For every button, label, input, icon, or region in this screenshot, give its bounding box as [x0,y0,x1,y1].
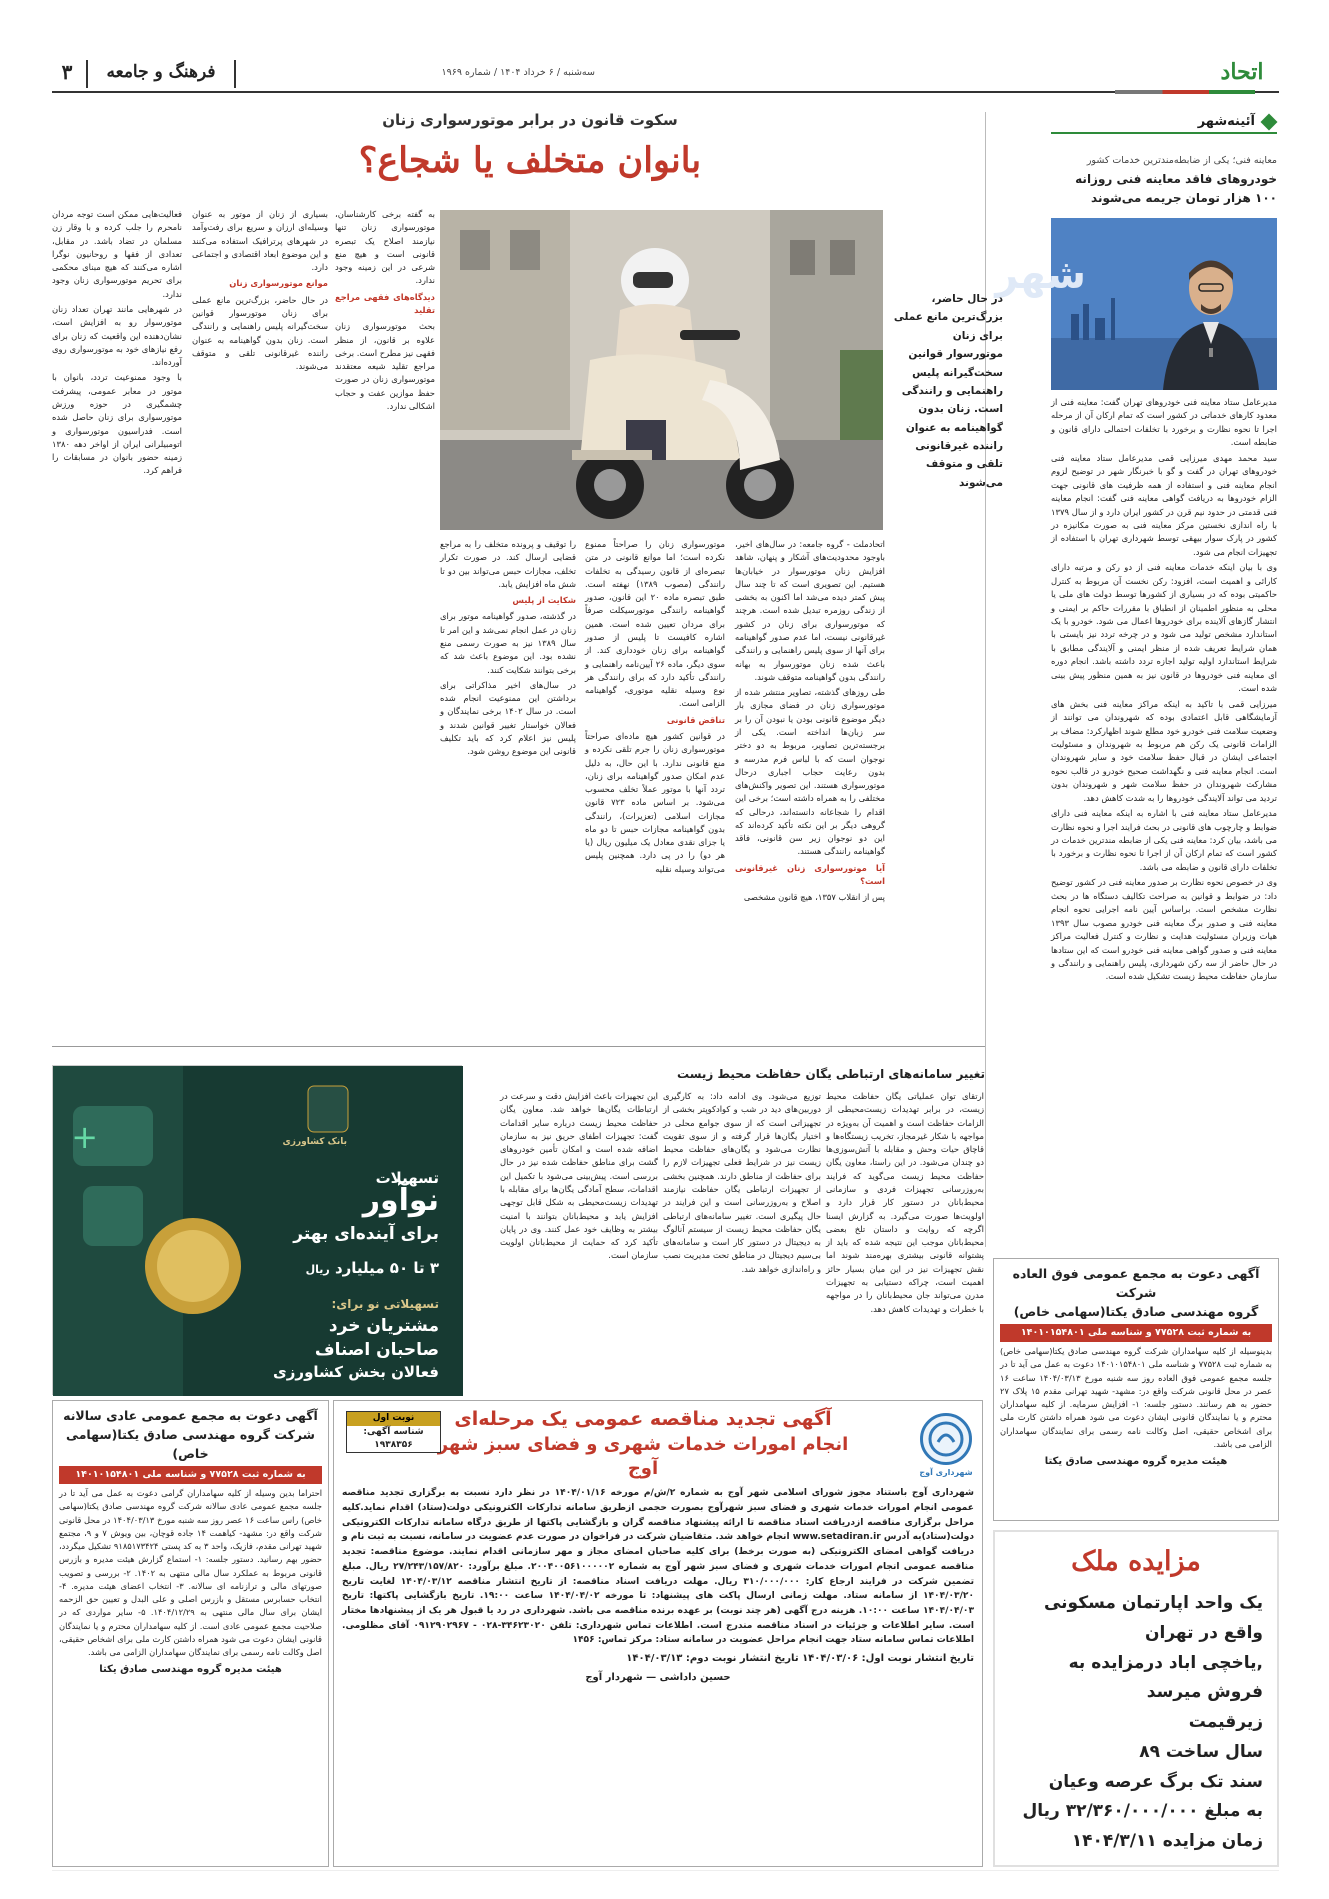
annual-signature: هیئت مدیره گروه مهندسی صادق یکتا [99,1664,282,1676]
notice-title-1: آگهی دعوت به مجمع عمومی فوق العاده شرکت [1012,1266,1260,1300]
seal-emblem [923,1416,969,1462]
tender-body: شهرداری آوج باستناد مجوز شورای اسلامی شهر آوج به شماره ۲/ش/م مورخه ۱۴۰۴/۰۱/۱۶ در نظر دارد نسبت به برگزاری تجدید مناقصه عمومی انجام امورات خدمات شهری و فضای سبز شهرآوج بصورت حجمی ازطریق سامانه تدارکات الکترونیکی دولت(ستاد) اقدام نماید.کلیه مراحل برگزاری مناقصه ازدریافت اسناد مناقصه تا ارائه پیشنهاد مناقصه گران و بازگشایی پاکتها از طریق درگاه سامانه تدارکات الکترونیکی دولت(ستاد)به آدرس www.setadiran.ir انجام خواهد شد. متقاضیان شرکت در فراخوان در صورت عدم عضویت در سامانه، نسبت به ثبت نام و دریافت گواهی امضای الکترونیکی (به صورت برخط) برای کلیه صاحبان امضای مجاز و مهر سازمانی اقدام نمایند. موضوع مناقصه: تجدید مناقصه عمومی انجام امورات خدمات شهری و فضای سبز شهر آوج به شماره ۲۰۰۴۰۰۵۶۱۰۰۰۰۰۲. مبلغ برآورد: ۲۷/۲۴۳/۱۵۷/۸۲۰ ریال. مبلغ تضمین شرکت در فرایند ارجاع کار: ۳۱۰/۰۰۰/۰۰۰ ریال. مهلت دریافت اسناد مناقصه: از تاریخ انتشار مناقصه ۱۴۰۴/۰۳/۱۲ لغایت تاریخ ۱۴۰۴/۰۳/۲۰ از سامانه ستاد. مهلت زمانی ارسال پاکت های پیشنهاد: تا مورخه ۱۴۰۴/۰۴/۰۲ ساعت ۱۹:۰۰. تاریخ بازگشایی پاکتها: تاریخ ۱۴۰۴/۰۴/۰۳ ساعت ۱۰:۰۰. هزینه درج آگهی (هر چند نوبت) بر عهده برنده مناقصه می باشد. شهرداری در رد یا قبول هر یک از پیشنهادها مختار است. سایر اطلاعات و جزئیات در اسناد مناقصه مندرج است. اطلاعات تماس شهرداری: تلفن ۳۴۶۲۳۰۲۰-۰۲۸ - ۰۹۱۲۹۰۲۹۶۷ آقای مظلومی. اطلاعات تماس سامانه ستاد جهت انجام مراحل عضویت در سامانه ستاد: مرکز تماس: ۱۴۵۶ [342,1488,975,1646]
article-photo [440,210,883,530]
section-name: فرهنگ و جامعه [86,60,236,88]
subhead-certificate: آیا موتورسواری زنان غیرقانونی است؟ [735,862,885,887]
section-divider [52,1046,985,1047]
bank-subtitle: برای آینده‌ای بهتر [293,1224,439,1244]
svg-text:+: + [71,1118,98,1156]
article-column-2: موتورسواری زنان را صراحتاً ممنوع نکرده است؛ اما موانع قانونی در متن تبصره‌ای از قانون رسیدگی به تخلفات رانندگی (مصوب ۱۳۸۹) نهفته است. طبق تبصره ماده ۲۰ این قانون، صدور گواهینامه رانندگی موتورسیکلت صرفاً برای مردان تعیین شده است. همین اشاره کافیست تا پلیس از صدور گواهینامه برای زنان خودداری کند. از سوی دیگر، ماده ۲۶ آیین‌نامه راهنمایی و رانندگی تأکید دارد که برای رانندگی هر نوع وسیله نقلیه موتوری، گواهینامه الزامی است. تناقض قانونی در قوانین کشور هیچ ماده‌ای صراحتاً موتورسواری زنان را جرم تلقی نکرده و منع قانونی ندارد. با این حال، به دلیل عدم امکان صدور گواهینامه برای زنان، تردد آنها با موتور عملاً تخلف محسوب می‌شود. بر اساس ماده ۷۲۳ قانون مجازات اسلامی (تعزیرات)، رانندگی بدون گواهینامه مجازات حبس تا دو ماه یا جزای نقدی معادل یک میلیون ریال (یا هر دو) را در پی دارد. همچنین پلیس می‌تواند وسیله نقلیه [585,539,726,874]
env-column-1: ارتقای توان عملیاتی یگان حفاظت محیط زیست، در برابر تهدیدات زیست‌محیطی از الزامات حفاظت است و اهمیت آن به‌ویژه در مواجهه با شکار غیرمجاز، تخریب زیستگاه‌ها و قاچاق حیات وحش و مقابله با آتش‌سوزی‌ها دو چندان می‌شود. در این راستا، معاون یگان حفاظت محیط زیست می‌گوید که فرایند به‌روزرسانی تجهیزات فردی و سازمانی محیط‌بانان در دستور کار قرار دارد و اولویت‌ها صورت می‌گیرد. به گزارش ایسنا اگرچه که روایت و داستان تلخ بعضی محیط‌بانان موجب این نتیجه شده که باید از پشتوانه قانونی بیشتری بهره‌مند شوند اما نقش تجهیزات نیز در این میان بسیار حائز اهمیت است، چراکه دستیابی به تجهیزات مدرن می‌تواند جان محیط‌بانان را در مواجهه با خطرات و تهدیدات کاهش دهد. [826,1091,984,1314]
page-bottom-rule [52,1870,1279,1871]
auction-line-1: یک واحد اپارتمان مسکونی واقع در تهران [1043,1593,1263,1643]
scooter-rider-illustration [440,210,883,530]
notice-annual-meeting [52,1400,329,1867]
tender-title-1: آگهی تجدید مناقصه عمومی یک مرحله‌ای [454,1408,832,1430]
auction-line-4: سال ساخت ۸۹ [1139,1741,1263,1762]
tender-badge: نوبت اول شناسه آگهی: ۱۹۳۸۳۵۶ [346,1411,441,1453]
subhead-views: دیدگاه‌های فقهی مراجع تقلید [335,291,435,315]
tender-title-2: انجام امورات خدمات شهری و فضای سبز شهر آوج [437,1433,849,1479]
sidebar-section-title: آئینه‌شهر [1051,112,1277,134]
article-column-4: به گفته برخی کارشناسان، موتورسواری زنان تنها نیازمند اصلاح یک تبصره قانونی است و هیچ منع شرعی در این زمینه وجود ندارد. دیدگاه‌های فقهی مراجع تقلید بحث موتورسواری زنان علاوه بر قانون، از منظر فقهی نیز مطرح است. برخی مراجع تقلید شیعه معتقدند موتورسواری زنان در صورت حفظ موازین عفت و حجاب اشکالی ندارد. [335,209,435,411]
annual-registration: به شماره ثبت ۷۷۵۲۸ و شناسه ملی ۱۴۰۱۰۱۵۴۸۰۱ [59,1466,322,1484]
page-number: ۳ [61,60,73,84]
sidebar-kicker: معاینه فنی؛ یکی از ضابطه‌مندترین خدمات کشور [1086,155,1277,166]
auction-title: مزایده ملک [1071,1546,1201,1577]
auction-line-5: سند تک برگ عرصه وعیان [1048,1771,1263,1792]
auction-line-6: به مبلغ ۳۲/۳۶۰/۰۰۰/۰۰۰ ریال [1022,1801,1263,1822]
notice-body: بدینوسیله از کلیه سهامداران شرکت گروه مهندسی صادق یکتا(سهامی خاص) به شماره ثبت ۷۷۵۲۸ و شناسه ملی ۱۴۰۱۰۱۵۴۸۰۱ دعوت به عمل می آید تا در جلسه مجمع عمومی فوق العاده روز سه شنبه مورخ ۱۴۰۴/۰۳/۱۳ ساعت ۱۶ عصر در محل قانونی شرکت واقع در: مشهد- شهید تهرانی مقدم ۱۵ پلاک ۲۷ حضور به هم رسانند. دستور جلسه: ۱- افزایش سرمایه. از کلیه سهامداران محترم و یا نمایندگان قانونی ایشان دعوت می شود همراه داشتن کارت ملی برای اشخاص حقیقی، اصل وکالت نامه رسمی برای نمایندگان سهامداران الزامی می باشد. [1000,1346,1272,1449]
bank-advertisement [52,1065,462,1395]
annual-title-1: آگهی دعوت به مجمع عمومی عادی سالانه [63,1408,318,1423]
article-column-3: را توقیف و پرونده متخلف را به مراجع قضایی ارسال کند. در صورت تکرار تخلف، مجازات حبس می‌تواند بین دو تا شش ماه افزایش یابد. شکایت از پلیس در گذشته، صدور گواهینامه موتور برای زنان در عمل انجام نمی‌شد و این امر تا سال ۱۳۸۹ نیز به صورت رسمی منع نشده بود. این موضوع باعث شد که برخی بتوانند شکایت کنند. در سال‌های اخیر مذاکراتی برای برداشتن این ممنوعیت انجام شده است. در سال ۱۴۰۲ برخی نمایندگان و فعالان خواستار تغییر قوانین شدند و پلیس نیز اعلام کرد که باید تکلیف قانونی این موضوع روشن شود. [440,539,576,757]
diamond-icon [1261,114,1278,131]
auction-line-3: زیرقیمت [1188,1712,1263,1733]
notice-registration: به شماره ثبت ۷۷۵۲۸ و شناسه ملی ۱۴۰۱۰۱۵۴۸۰۱ [1000,1324,1272,1342]
bank-group-2: صاحبان اصناف [314,1340,439,1360]
auction-line-2: ,یاخچی اباد درمزایده به فروش میرسد [1068,1652,1263,1703]
seal-label: شهرداری آوج [919,1468,973,1477]
tender-dates: تاریخ انتشار نوبت اول: ۱۴۰۴/۰۳/۰۶ تاریخ انتشار نوبت دوم: ۱۴۰۴/۰۳/۱۳ [626,1653,974,1665]
page-header [52,55,1279,93]
newspaper-logo: اتحاد [1220,59,1264,85]
municipality-seal-icon [920,1413,972,1465]
bank-brand: بانک کشاورزی [282,1137,347,1147]
article-column-5: بسیاری از زنان از موتور به عنوان وسیله‌ای ارزان و سریع برای رفت‌وآمد در شهرهای پرترافیک استفاده می‌کنند و این موضوع ابعاد اقتصادی و اجتماعی دارد. موانع موتورسواری زنان در حال حاضر، بزرگ‌ترین مانع عملی برای زنان موتورسوار قوانین سخت‌گیرانه پلیس راهنمایی و رانندگی است. زنان بدون گواهینامه به عنوان راننده غیرقانونی تلقی و متوقف می‌شوند. [192,209,328,372]
sidebar-photo [995,218,1277,390]
interview-photo-illustration [995,218,1277,390]
subhead-complaint: شکایت از پلیس [512,595,576,606]
bank-amount: ۳ تا ۵۰ میلیارد ریال [305,1259,439,1277]
bank-new-for: تسهیلاتی نو برای: [331,1297,439,1311]
env-column-2: توزیع می‌شود. وی ادامه داد: به کارگیری دوربین‌های دید در شب و کوادکوپتر بخشی از تجهیزاتی است که از سوی جوامع محلی در اختیار یگان‌ها قرار گرفته و از سوی تقویت نظارت می‌شود و یگان‌های حفاظت محیط زیست نیز در شرایط فعلی تجهیزات لازم را برای حفاظت از مناطق دارند. همچنین بخشی از تجهیزات ارتباطی یگان حفاظت نیازمند اصلاح و به‌روزرسانی است و این فرایند در حال پیگیری است. تغییر سامانه‌های ارتباطی یگان حفاظت محیط زیست از سیستم آنالوگ به دیجیتال در دستور کار است و سامانه‌های بی‌سیم دیجیتال در مناطق تحت مدیریت نصب و راه‌اندازی خواهد شد. [663,1091,821,1274]
bank-group-1: مشتریان خرد [328,1316,439,1336]
sidebar-headline: خودروهای فاقد معاینه فنی روزانه ۱۰۰ هزار تومان جریمه می‌شوند [1075,172,1277,205]
notice-title-2: گروه مهندسی صادق یکتا(سهامی خاص) [1013,1303,1259,1319]
property-auction-ad [993,1530,1279,1867]
env-column-3: این تجهیزات باعث افزایش دقت و سرعت در ارتباطات یگان‌ها خواهد شد. معاون یگان حفاظت محیط زیست درباره سایر اقدامات گفت: تجهیزات اطفای حریق نیز به سازمان اضافه شده است و امکان تأمین خودروهای گشت برای مناطق حفاظت شده نیز در حال بررسی است. پیش‌بینی می‌شود با تکمیل این اقدامات، سطح آمادگی یگان‌ها برای مقابله با تهدیدات زیست‌محیطی به شکل قابل توجهی افزایش یابد و محیط‌بانان بتوانند با امنیت بیشتر به وظایف خود عمل کنند. وی در پایان تأکید کرد که حمایت از محیط‌بانان اولویت سازمان است. [500,1091,658,1261]
dateline: سه‌شنبه / ۶ خرداد ۱۴۰۴ / شماره ۱۹۶۹ [441,67,595,78]
notice-extraordinary-meeting [993,1258,1279,1521]
article-kicker: سکوت قانون در برابر موتورسواری زنان [382,111,678,129]
article-column-6: فعالیت‌هایی ممکن است توجه مردان نامحرم را جلب کرده و با وقار زن مسلمان در تضاد باشد. در مقابل، تعدادی از فقها و روحانیون نوگرا اشاره می‌کنند که هیچ مبنای محکمی برای تحریم موتورسواری زنان وجود ندارد. در شهرهایی مانند تهران تعداد زنان موتورسوار رو به افزایش است، نشان‌دهنده این واقعیت که زنان برای رفع نیازهای خود به موتورسواری روی آورده‌اند. با وجود ممنوعیت تردد، بانوان با موتور در معابر عمومی، پیشرفت چشمگیری در حوزه ورزش موتورسواری برای زنان حاصل شده است. فدراسیون موتورسواری و اتومبیلرانی ایران از اواخر دهه ۱۳۸۰ زمینه حضور بانوان در مسابقات را فراهم کرد. [52,209,182,476]
auction-line-7: زمان مزایده ۱۴۰۴/۳/۱۱ [1071,1831,1263,1852]
svg-text:شهر: شهر [995,252,1086,298]
subhead-law-gap: تناقض قانونی [666,714,725,725]
photo-caption: در حال حاضر، بزرگ‌ترین مانع عملی برای زنان موتورسوار قوانین سخت‌گیرانه پلیس راهنمایی و رانندگی است. زنان بدون گواهینامه به عنوان راننده غیرقانونی تلقی و متوقف می‌شوند [893,293,1003,489]
article-column-1: اتحادملت - گروه جامعه: در سال‌های اخیر، باوجود محدودیت‌های آشکار و پنهان، شاهد افزایش زنان موتورسوار در خیابان‌ها هستیم. این تصویری است که تا چند سال پیش کمتر دیده می‌شد اما اکنون به بخشی از زندگی روزمره تبدیل شده است. هرچند که موتورسواری برای زنان در کشور غیرقانونی نیست، اما عدم صدور گواهینامه برای آنها از سوی پلیس راهنمایی و رانندگی باعث شده زنان موتورسوار به بهانه رانندگی بدون گواهینامه متوقف شوند. طی روزهای گذشته، تصاویر منتشر شده از موتورسواری زنان در فضای مجازی بار دیگر موضوع قانونی بودن یا نبودن آن را بر سر زبان‌ها انداخته است. یکی از برجسته‌ترین تصاویر، مربوط به دو دختر نوجوان است که با لباس فرم مدرسه و بدون رعایت حجاب اجباری درحال موتورسواری هستند. این تصویر واکنش‌های مختلفی را به همراه داشته است؛ برخی این اقدام را شجاعانه دانسته‌اند، درحالی که گروهی دیگر بر این نکته تأکید کرده‌اند که این دو نوجوان زیر سن قانونی، فاقد گواهینامه رانندگی هستند. آیا موتورسواری زنان غیرقانونی است؟ پس از انقلاب ۱۳۵۷، هیچ قانون مشخصی [735,539,885,903]
tender-signer: حسین داداشی — شهردار آوج [585,1671,731,1683]
bank-title-big: نوآور [362,1183,439,1218]
bank-group-3: فعالان بخش کشاورزی [273,1363,439,1381]
logo-color-bar [1115,90,1255,94]
subhead-barriers: موانع موتورسواری زنان [229,278,328,289]
bank-title-small: تسهیلات [375,1169,439,1187]
annual-title-2: شرکت گروه مهندسی صادق یکتا(سهامی خاص) [66,1426,315,1461]
env-headline: تغییر سامانه‌های ارتباطی یگان حفاظت محیط زیست [676,1067,985,1081]
article-headline: بانوان متخلف یا شجاع؟ [358,140,702,181]
notice-signature: هیئت مدیره گروه مهندسی صادق یکتا [1044,1456,1228,1468]
annual-body: احتراما بدین وسیله از کلیه سهامداران گرامی دعوت به عمل می آید تا در جلسه مجمع عمومی عادی سالانه شرکت گروه مهندسی صادق یکتا(سهامی خاص) راس ساعت ۱۶ عصر روز سه شنبه مورخ ۱۴۰۴/۰۳/۱۳ در محل قانونی شرکت واقع در: مشهد- کیاهمت ۱۴ جاده قوچان، بین ویوش ۷ و ۹، مجتمع شهید تهرانی مقدم، فازیک، واحد ۳ به کد پستی ۹۱۸۵۱۷۳۴۲۴ تشکیل میگردد، حضور بهم رسانید. دستور جلسه: ۱- استماع گزارش هیئت مدیره و بازرس قانونی مربوط به عملکرد سال مالی منتهی به ۱۴۰۲. ۲- بررسی و تصویب صورتهای مالی و ترازنامه ای سالانه. ۳- انتخاب اعضای هیئت مدیره. ۴- انتخاب حسابرس مستقل و بازرس اصلی و علی البدل و تعیین حق الزحمه ایشان برای سال مالی منتهی به ۱۴۰۴/۱۲/۲۹. ۵- سایر مواردی که در صلاحیت مجمع عمومی عادی است. از کلیه سهامداران محترم و یا نمایندگان قانونی ایشان دعوت می شود همراه داشتن کارت ملی برای اشخاص حقیقی، اصل وکالت نامه رسمی برای نمایندگان سهامداران الزامی می باشد. [59,1488,323,1658]
sidebar-body: مدیرعامل ستاد معاینه فنی خودروهای تهران گفت: معاینه فنی از معدود کارهای خدماتی در کشور است که تمام ارکان آن از مرحله اجرا تا نحوه نظارت و برخورد با تخلفات احتمالی دارای قانون و ضابطه است. سید محمد مهدی میرزایی قمی مدیرعامل ستاد معاینه فنی خودروهای تهران در گفت و گو با خبرنگار شهر در توضیح لزوم انجام معاینه فنی و استفاده از همه ظرفیت های قانونی جهت الزام خودروها به دریافت گواهی معاینه فنی گفت: انجام معاینه فنی قدمتی در حدود نیم قرن در کشور ایران دارد و از سال ۱۳۷۹ با راه اندازی نخستین مرکز معاینه فنی به صورت مکانیزه در کشور در پارک سوار بیهقی توسط شهرداری تهران با استفاده از تجهیزات انجام می شود. وی با بیان اینکه خدمات معاینه فنی از دو رکن و مرتبه دارای کارائی و اهمیت است، افزود: رکن نخست آن مربوط به کنترل حاکمیتی بوده که در بسیاری از کشورها توسط دولت های ملی یا محلی به منظور اطمینان از انطباق با مقررات حاکم بر ایمنی و انتشار گازهای آلاینده برای خودروها اعمال می شود. خودرو با یک استاندارد مشخص تولید می شود و در چرخه تردد نیز بایستی با همان شرایط تعریف شده از منظر ایمنی و آلایندگی مطابق با شرایط استاندارد اولیه تولید اجازه تردد داشته باشد. انجام دوره ای معاینه فنی خودروها در قانون نیز به همین منظور پیش بینی شده است. میرزایی قمی با تاکید به اینکه مراکز معاینه فنی بخش های آزمایشگاهی قابل اعتمادی بوده که شهروندان می توانند از وضعیت سلامت فنی خودرو خود مطلع شوند اظهارکرد: مضاف بر الزامات قانونی یک رکن هم مربوط به شهروندان و مسئولیت اجتماعی ایشان در قبال حفظ سلامت خود و سایر شهروندان است. انجام معاینه فنی و نگهداشت صحیح خودرو در قالب نحوه مشارکت شهروندان در حفظ سلامت شهر و شهروندان بدون تردید می تواند آلایندگی خودروها را به شدت کاهش دهد. مدیرعامل ستاد معاینه فنی با اشاره به اینکه معاینه فنی دارای ضوابط و چارچوب های قانونی در بحث فرایند اجرا و نحوه نظارت می باشد، بیان کرد: معاینه فنی یکی از ضابطه مندترین خدمات در کشور است که تمام ارکان آن از اجرا تا نحوه نظارت و برخورد با تخلفات دارای قانون و ضابطه می باشد. وی در خصوص نحوه نظارت بر صدور معاینه فنی در کشور توضیح داد: در ضوابط و قوانین به صراحت تکالیف دستگاه ها در بحث نظارت مشخص است. براساس آیین نامه اجرایی نحوه انجام معاینه فنی و صدور برگ معاینه فنی خودرو مصوب سال ۱۳۹۳ هیات وزیران مسئولیت هدایت و نظارت و کنترل فعالیت مراکز معاینه فنی و صدور گواهی معاینه فنی خودرو است که این ستادها در حال حاضر از سه رکن شهرداری، پلیس راهنمایی و رانندگی و سازمان حفاظت محیط زیست تشکیل شده است. [1051,397,1277,982]
tender-notice [333,1400,983,1867]
column-divider [985,112,986,1247]
